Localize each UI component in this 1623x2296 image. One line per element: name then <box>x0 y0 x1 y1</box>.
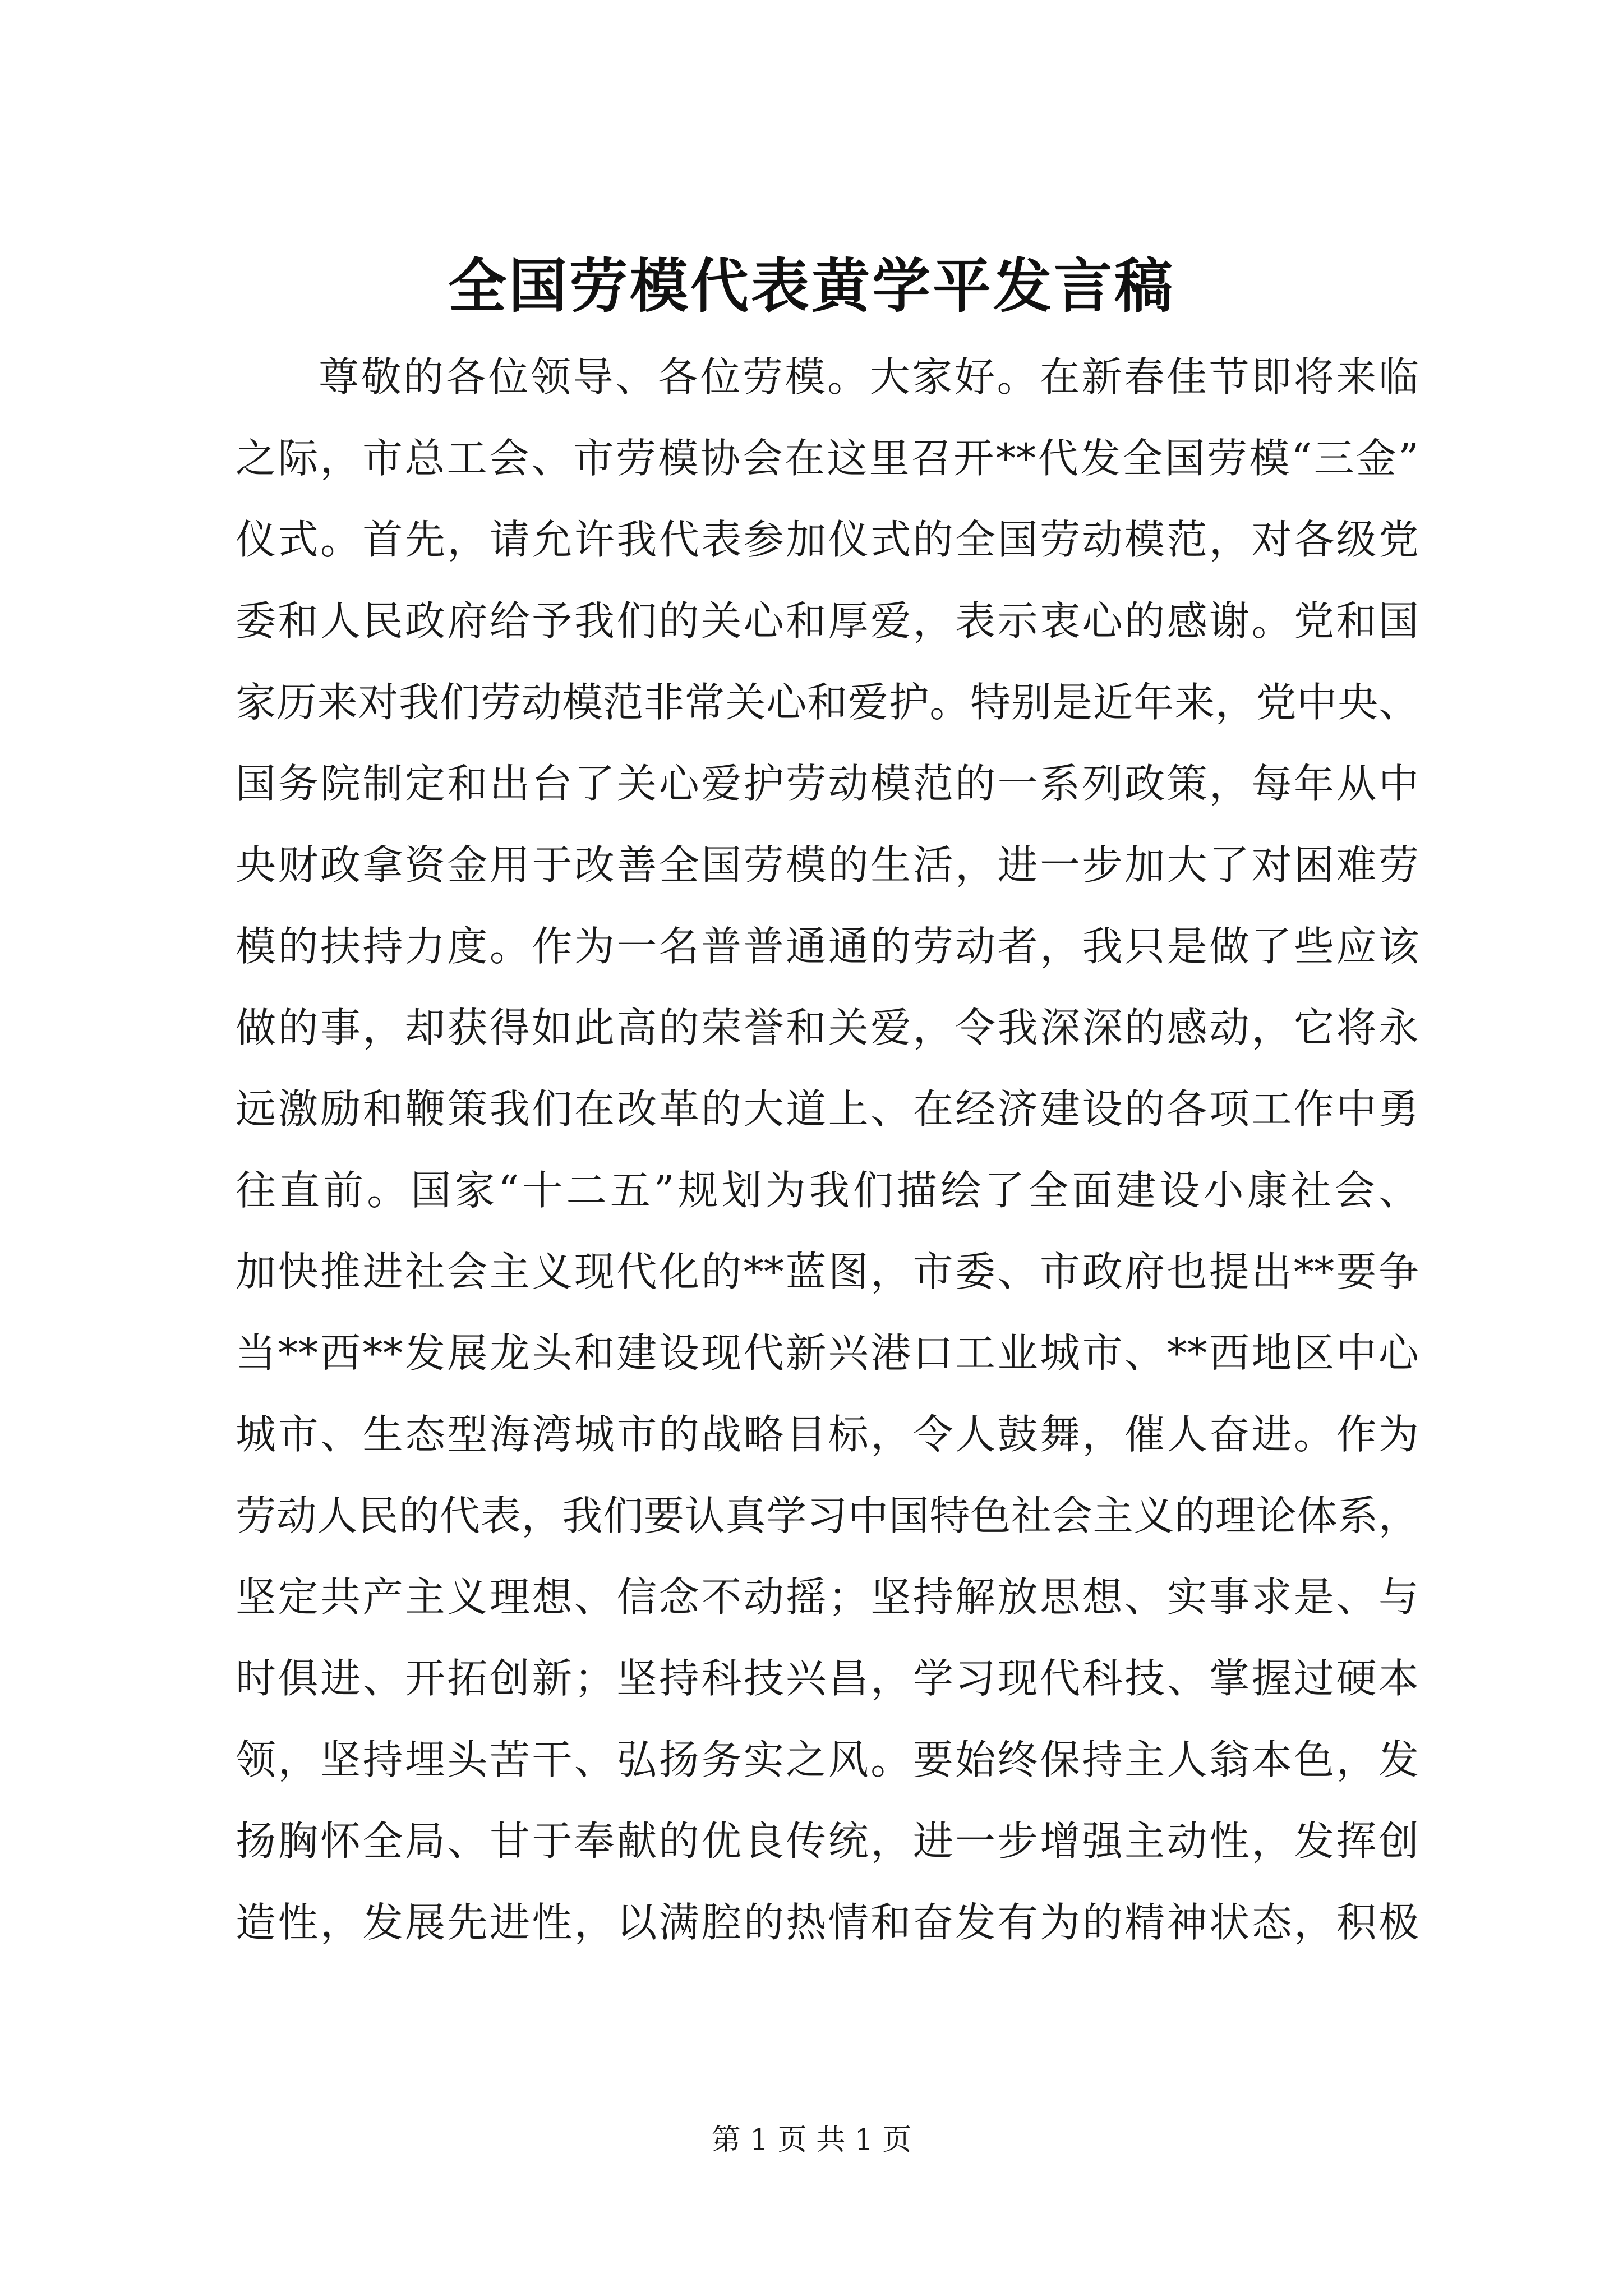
text-line: 造性，发展先进性，以满腔的热情和奋发有为的精神状态，积极 <box>236 1899 1419 1946</box>
text-line: 劳动人民的代表，我们要认真学习中国特色社会主义的理论体系， <box>236 1492 1419 1539</box>
text-line: 模的扶持力度。作为一名普普通通的劳动者，我只是做了些应该 <box>236 923 1419 970</box>
text-line: 坚定共产主义理想、信念不动摇；坚持解放思想、实事求是、与 <box>236 1573 1419 1621</box>
text-line: 城市、生态型海湾城市的战略目标，令人鼓舞，催人奋进。作为 <box>236 1411 1419 1458</box>
text-line: 时俱进、开拓创新；坚持科技兴昌，学习现代科技、掌握过硬本 <box>236 1655 1419 1702</box>
text-line: 当**西**发展龙头和建设现代新兴港口工业城市、**西地区中心 <box>236 1329 1419 1377</box>
document-title: 全国劳模代表黄学平发言稿 <box>448 251 1175 320</box>
text-line: 扬胸怀全局、甘于奉献的优良传统，进一步增强主动性，发挥创 <box>236 1818 1419 1865</box>
body-paragraph <box>236 337 1419 1963</box>
text-line: 加快推进社会主义现代化的**蓝图，市委、市政府也提出**要争 <box>236 1248 1419 1295</box>
text-line: 国务院制定和出台了关心爱护劳动模范的一系列政策，每年从中 <box>236 760 1419 807</box>
text-line: 央财政拿资金用于改善全国劳模的生活，进一步加大了对困难劳 <box>236 841 1419 889</box>
text-line: 做的事，却获得如此高的荣誉和关爱，令我深深的感动，它将永 <box>236 1004 1419 1051</box>
text-line: 仪式。首先，请允许我代表参加仪式的全国劳动模范，对各级党 <box>236 516 1419 563</box>
text-line: 往直前。国家“十二五”规划为我们描绘了全面建设小康社会、 <box>236 1167 1419 1214</box>
page-footer: 第 1 页 共 1 页 <box>711 2123 912 2157</box>
text-line: 家历来对我们劳动模范非常关心和爱护。特别是近年来，党中央、 <box>236 679 1419 726</box>
text-line: 领，坚持埋头苦干、弘扬务实之风。要始终保持主人翁本色，发 <box>236 1736 1419 1783</box>
text-line: 远激励和鞭策我们在改革的大道上、在经济建设的各项工作中勇 <box>236 1085 1419 1133</box>
text-line: 尊敬的各位领导、各位劳模。大家好。在新春佳节即将来临 <box>319 353 1419 401</box>
text-line: 之际，市总工会、市劳模协会在这里召开**代发全国劳模“三金” <box>236 435 1419 482</box>
text-line: 委和人民政府给予我们的关心和厚爱，表示衷心的感谢。党和国 <box>236 597 1419 645</box>
